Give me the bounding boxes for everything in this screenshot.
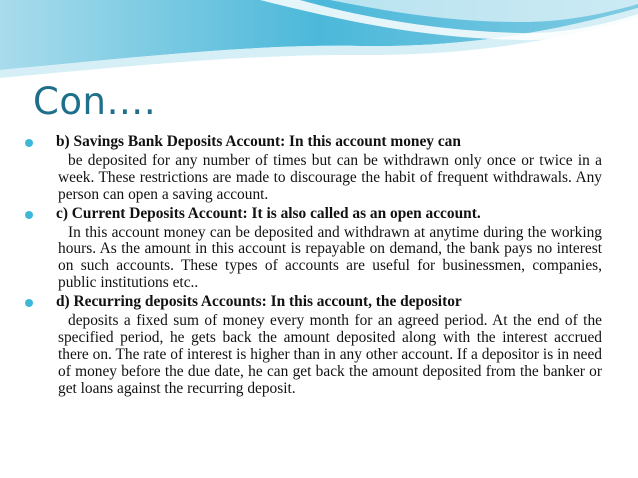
item-heading: c) Current Deposits Account: It is also called as an open account. (56, 204, 481, 222)
item-body: deposits a fixed sum of money every month for an agreed period. At the end of the specified period, he gets back the amount deposited along with the interest accrued there on. The rate of interest is higher than in any other account. If a depositor is in need of money before the due date, he can get back the amount deposited from the banker or get loans against the recurring deposit. (58, 312, 602, 397)
item-body: be deposited for any number of times but can be withdrawn only once or twice in a week. These restrictions are made to discourage the habit of frequent withdrawals. Any person can open a saving account. (58, 151, 602, 203)
list-item (22, 206, 602, 293)
list-item (22, 134, 602, 204)
bullet-heading (22, 206, 602, 223)
item-heading: b) Savings Bank Deposits Account: In this account money can (56, 133, 461, 150)
bullet-dot-icon (25, 139, 33, 147)
item-body: In this account money can be deposited and withdrawn at anytime during the working hours. As the amount in this account is repayable on demand, the bank pays no interest on such accounts. These types of accounts are useful for businessmen, companies, public institutions etc.. (58, 223, 602, 292)
bullet-heading (22, 294, 602, 311)
slide-content (22, 134, 602, 400)
bullet-heading (22, 134, 602, 151)
item-heading: d) Recurring deposits Accounts: In this account, the depositor (56, 293, 462, 311)
header-wave-decoration (0, 0, 638, 80)
slide-title: Con…. (33, 80, 157, 123)
list-item (22, 294, 602, 397)
bullet-dot-icon (25, 211, 33, 219)
bullet-dot-icon (25, 299, 33, 307)
